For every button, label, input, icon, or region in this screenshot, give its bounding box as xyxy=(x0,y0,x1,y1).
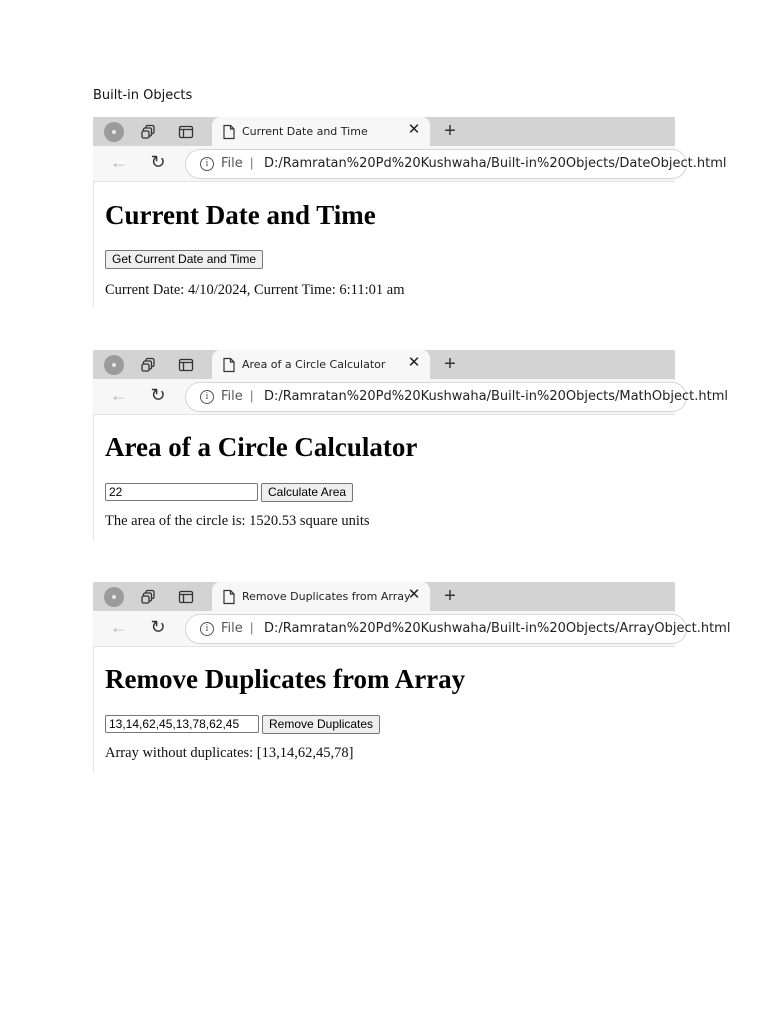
url-text[interactable]: D:/Ramratan%20Pd%20Kushwaha/Built-in%20Objects/DateObject.html xyxy=(264,156,727,171)
document-title: Built-in Objects xyxy=(93,88,193,103)
page-content xyxy=(93,182,676,307)
url-text[interactable]: D:/Ramratan%20Pd%20Kushwaha/Built-in%20Objects/MathObject.html xyxy=(264,389,728,404)
workspaces-icon[interactable] xyxy=(140,356,158,374)
info-icon[interactable]: i xyxy=(200,390,214,404)
url-field[interactable] xyxy=(185,149,727,179)
workspaces-icon[interactable] xyxy=(140,123,158,141)
tab-bar xyxy=(93,350,675,379)
page-heading: Remove Duplicates from Array xyxy=(105,664,466,694)
close-icon[interactable]: ✕ xyxy=(407,586,421,603)
browser-window-math xyxy=(93,350,728,540)
address-bar xyxy=(93,611,731,647)
refresh-icon[interactable]: ↻ xyxy=(150,152,166,172)
url-field[interactable] xyxy=(185,614,731,644)
result-text: Array without duplicates: [13,14,62,45,78] xyxy=(105,745,354,761)
calculate-area-button[interactable]: Calculate Area xyxy=(261,483,353,502)
url-field[interactable] xyxy=(185,382,728,412)
tab-bar xyxy=(93,117,675,146)
info-icon[interactable]: i xyxy=(200,622,214,636)
tab-active[interactable] xyxy=(212,350,430,379)
tab-actions-icon[interactable] xyxy=(177,588,195,606)
close-icon[interactable]: ✕ xyxy=(407,354,421,371)
profile-icon[interactable] xyxy=(104,122,124,142)
back-arrow-icon[interactable]: ← xyxy=(110,385,128,405)
tab-active[interactable] xyxy=(212,117,430,146)
page-icon xyxy=(222,124,236,140)
file-label: File xyxy=(221,621,243,636)
plus-icon[interactable]: + xyxy=(444,120,456,142)
url-separator: | xyxy=(250,155,254,170)
workspaces-icon[interactable] xyxy=(140,588,158,606)
radius-input[interactable] xyxy=(105,483,258,501)
profile-icon[interactable] xyxy=(104,587,124,607)
tab-title: Area of a Circle Calculator xyxy=(242,358,386,371)
profile-icon[interactable] xyxy=(104,355,124,375)
url-text[interactable]: D:/Ramratan%20Pd%20Kushwaha/Built-in%20Objects/ArrayObject.html xyxy=(264,621,731,636)
browser-window-array xyxy=(93,582,731,772)
plus-icon[interactable]: + xyxy=(444,585,456,607)
page-icon xyxy=(222,357,236,373)
page-heading: Current Date and Time xyxy=(105,200,376,230)
get-date-button[interactable]: Get Current Date and Time xyxy=(105,250,263,269)
tab-active[interactable] xyxy=(212,582,430,611)
address-bar xyxy=(93,146,727,182)
tab-title: Current Date and Time xyxy=(242,125,368,138)
address-bar xyxy=(93,379,728,415)
array-input[interactable] xyxy=(105,715,259,733)
close-icon[interactable]: ✕ xyxy=(407,121,421,138)
result-text: Current Date: 4/10/2024, Current Time: 6:11:01 am xyxy=(105,282,405,298)
tab-title: Remove Duplicates from Array xyxy=(242,590,411,603)
plus-icon[interactable]: + xyxy=(444,353,456,375)
refresh-icon[interactable]: ↻ xyxy=(150,385,166,405)
page-content xyxy=(93,415,676,540)
browser-window-date xyxy=(93,117,727,307)
page-icon xyxy=(222,589,236,605)
page-content xyxy=(93,647,676,772)
url-separator: | xyxy=(250,388,254,403)
refresh-icon[interactable]: ↻ xyxy=(150,617,166,637)
page-heading: Area of a Circle Calculator xyxy=(105,432,418,462)
tab-actions-icon[interactable] xyxy=(177,356,195,374)
file-label: File xyxy=(221,389,243,404)
remove-duplicates-button[interactable]: Remove Duplicates xyxy=(262,715,380,734)
back-arrow-icon[interactable]: ← xyxy=(110,617,128,637)
file-label: File xyxy=(221,156,243,171)
back-arrow-icon[interactable]: ← xyxy=(110,152,128,172)
tab-bar xyxy=(93,582,675,611)
info-icon[interactable]: i xyxy=(200,157,214,171)
url-separator: | xyxy=(250,620,254,635)
result-text: The area of the circle is: 1520.53 square units xyxy=(105,513,370,529)
tab-actions-icon[interactable] xyxy=(177,123,195,141)
